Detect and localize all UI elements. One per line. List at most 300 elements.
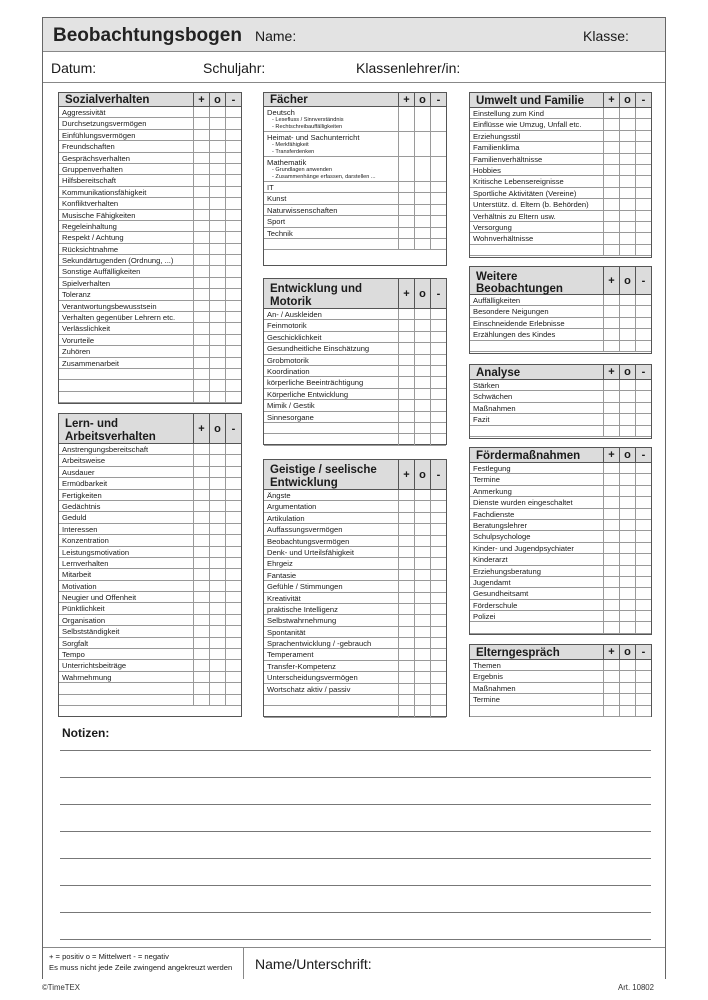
note-line[interactable]	[60, 831, 651, 832]
rating-checkbox[interactable]	[193, 444, 209, 454]
rating-checkbox[interactable]	[414, 434, 430, 444]
rating-checkbox[interactable]	[619, 318, 635, 328]
rating-checkbox[interactable]	[430, 343, 446, 353]
rating-checkbox[interactable]	[430, 695, 446, 705]
rating-checkbox[interactable]	[209, 312, 225, 322]
rating-checkbox[interactable]	[603, 341, 619, 351]
rating-checkbox[interactable]	[225, 289, 241, 299]
rating-checkbox[interactable]	[193, 683, 209, 693]
rating-checkbox[interactable]	[619, 165, 635, 175]
rating-checkbox[interactable]	[603, 245, 619, 255]
rating-checkbox[interactable]	[414, 389, 430, 399]
rating-checkbox[interactable]	[225, 244, 241, 254]
rating-checkbox[interactable]	[619, 671, 635, 681]
rating-checkbox[interactable]	[193, 490, 209, 500]
note-line[interactable]	[60, 939, 651, 940]
rating-checkbox[interactable]	[398, 706, 414, 716]
rating-checkbox[interactable]	[619, 391, 635, 401]
rating-checkbox[interactable]	[414, 309, 430, 319]
rating-checkbox[interactable]	[398, 434, 414, 444]
rating-checkbox[interactable]	[398, 558, 414, 568]
rating-checkbox[interactable]	[430, 400, 446, 410]
rating-checkbox[interactable]	[635, 318, 651, 328]
rating-checkbox[interactable]	[430, 536, 446, 546]
rating-checkbox[interactable]	[430, 320, 446, 330]
rating-checkbox[interactable]	[635, 566, 651, 576]
rating-checkbox[interactable]	[430, 377, 446, 387]
rating-checkbox[interactable]	[193, 289, 209, 299]
rating-checkbox[interactable]	[430, 581, 446, 591]
rating-checkbox[interactable]	[635, 683, 651, 693]
rating-checkbox[interactable]	[398, 355, 414, 365]
rating-checkbox[interactable]	[225, 512, 241, 522]
rating-checkbox[interactable]	[430, 132, 446, 156]
rating-checkbox[interactable]	[225, 695, 241, 705]
rating-checkbox[interactable]	[209, 444, 225, 454]
rating-checkbox[interactable]	[414, 604, 430, 614]
rating-checkbox[interactable]	[209, 490, 225, 500]
rating-checkbox[interactable]	[430, 490, 446, 500]
rating-checkbox[interactable]	[619, 611, 635, 621]
rating-checkbox[interactable]	[619, 108, 635, 118]
rating-checkbox[interactable]	[193, 478, 209, 488]
rating-checkbox[interactable]	[398, 627, 414, 637]
rating-checkbox[interactable]	[430, 309, 446, 319]
rating-checkbox[interactable]	[414, 366, 430, 376]
rating-checkbox[interactable]	[635, 119, 651, 129]
rating-checkbox[interactable]	[619, 188, 635, 198]
rating-checkbox[interactable]	[398, 581, 414, 591]
rating-checkbox[interactable]	[209, 323, 225, 333]
rating-checkbox[interactable]	[619, 706, 635, 716]
rating-checkbox[interactable]	[603, 463, 619, 473]
rating-checkbox[interactable]	[193, 535, 209, 545]
rating-checkbox[interactable]	[398, 332, 414, 342]
rating-checkbox[interactable]	[430, 649, 446, 659]
rating-checkbox[interactable]	[603, 154, 619, 164]
rating-checkbox[interactable]	[398, 343, 414, 353]
rating-checkbox[interactable]	[209, 141, 225, 151]
rating-checkbox[interactable]	[414, 513, 430, 523]
rating-checkbox[interactable]	[193, 695, 209, 705]
rating-checkbox[interactable]	[398, 638, 414, 648]
rating-checkbox[interactable]	[619, 486, 635, 496]
rating-checkbox[interactable]	[209, 210, 225, 220]
rating-checkbox[interactable]	[398, 524, 414, 534]
rating-checkbox[interactable]	[225, 232, 241, 242]
rating-checkbox[interactable]	[225, 323, 241, 333]
rating-checkbox[interactable]	[635, 380, 651, 390]
rating-checkbox[interactable]	[193, 130, 209, 140]
rating-checkbox[interactable]	[193, 547, 209, 557]
rating-checkbox[interactable]	[619, 233, 635, 243]
rating-checkbox[interactable]	[414, 593, 430, 603]
rating-checkbox[interactable]	[414, 332, 430, 342]
rating-checkbox[interactable]	[430, 434, 446, 444]
rating-checkbox[interactable]	[398, 570, 414, 580]
rating-checkbox[interactable]	[603, 176, 619, 186]
rating-checkbox[interactable]	[603, 295, 619, 305]
rating-checkbox[interactable]	[209, 524, 225, 534]
rating-checkbox[interactable]	[619, 176, 635, 186]
rating-checkbox[interactable]	[414, 684, 430, 694]
rating-checkbox[interactable]	[635, 588, 651, 598]
rating-checkbox[interactable]	[414, 558, 430, 568]
rating-checkbox[interactable]	[193, 323, 209, 333]
rating-checkbox[interactable]	[414, 182, 430, 192]
rating-checkbox[interactable]	[398, 157, 414, 181]
rating-checkbox[interactable]	[209, 672, 225, 682]
rating-checkbox[interactable]	[619, 543, 635, 553]
rating-checkbox[interactable]	[635, 463, 651, 473]
rating-checkbox[interactable]	[225, 581, 241, 591]
rating-checkbox[interactable]	[414, 627, 430, 637]
rating-checkbox[interactable]	[619, 119, 635, 129]
rating-checkbox[interactable]	[398, 182, 414, 192]
rating-checkbox[interactable]	[209, 346, 225, 356]
rating-checkbox[interactable]	[209, 615, 225, 625]
rating-checkbox[interactable]	[619, 566, 635, 576]
rating-checkbox[interactable]	[209, 153, 225, 163]
rating-checkbox[interactable]	[619, 341, 635, 351]
rating-checkbox[interactable]	[414, 706, 430, 716]
rating-checkbox[interactable]	[209, 547, 225, 557]
rating-checkbox[interactable]	[209, 558, 225, 568]
rating-checkbox[interactable]	[619, 577, 635, 587]
rating-checkbox[interactable]	[603, 706, 619, 716]
rating-checkbox[interactable]	[635, 403, 651, 413]
rating-checkbox[interactable]	[414, 536, 430, 546]
rating-checkbox[interactable]	[635, 543, 651, 553]
rating-checkbox[interactable]	[414, 695, 430, 705]
rating-checkbox[interactable]	[225, 278, 241, 288]
rating-checkbox[interactable]	[193, 301, 209, 311]
rating-checkbox[interactable]	[209, 232, 225, 242]
rating-checkbox[interactable]	[209, 535, 225, 545]
rating-checkbox[interactable]	[225, 358, 241, 368]
rating-checkbox[interactable]	[193, 380, 209, 390]
rating-checkbox[interactable]	[414, 355, 430, 365]
rating-checkbox[interactable]	[398, 536, 414, 546]
rating-checkbox[interactable]	[193, 232, 209, 242]
rating-checkbox[interactable]	[430, 216, 446, 226]
rating-checkbox[interactable]	[209, 130, 225, 140]
rating-checkbox[interactable]	[430, 627, 446, 637]
rating-checkbox[interactable]	[635, 660, 651, 670]
rating-checkbox[interactable]	[603, 391, 619, 401]
rating-checkbox[interactable]	[398, 672, 414, 682]
rating-checkbox[interactable]	[603, 622, 619, 632]
rating-checkbox[interactable]	[193, 358, 209, 368]
rating-checkbox[interactable]	[398, 547, 414, 557]
rating-checkbox[interactable]	[619, 694, 635, 704]
rating-checkbox[interactable]	[430, 107, 446, 131]
rating-checkbox[interactable]	[225, 490, 241, 500]
note-line[interactable]	[60, 912, 651, 913]
rating-checkbox[interactable]	[619, 403, 635, 413]
rating-checkbox[interactable]	[225, 478, 241, 488]
rating-checkbox[interactable]	[635, 611, 651, 621]
rating-checkbox[interactable]	[225, 535, 241, 545]
rating-checkbox[interactable]	[635, 706, 651, 716]
rating-checkbox[interactable]	[430, 228, 446, 238]
rating-checkbox[interactable]	[430, 684, 446, 694]
rating-checkbox[interactable]	[398, 604, 414, 614]
rating-checkbox[interactable]	[430, 604, 446, 614]
rating-checkbox[interactable]	[225, 467, 241, 477]
rating-checkbox[interactable]	[193, 244, 209, 254]
rating-checkbox[interactable]	[619, 199, 635, 209]
rating-checkbox[interactable]	[225, 266, 241, 276]
rating-checkbox[interactable]	[430, 366, 446, 376]
rating-checkbox[interactable]	[209, 581, 225, 591]
rating-checkbox[interactable]	[619, 329, 635, 339]
rating-checkbox[interactable]	[635, 165, 651, 175]
rating-checkbox[interactable]	[430, 706, 446, 716]
rating-checkbox[interactable]	[603, 318, 619, 328]
rating-checkbox[interactable]	[225, 301, 241, 311]
rating-checkbox[interactable]	[430, 513, 446, 523]
rating-checkbox[interactable]	[209, 198, 225, 208]
rating-checkbox[interactable]	[635, 622, 651, 632]
rating-checkbox[interactable]	[225, 198, 241, 208]
rating-checkbox[interactable]	[225, 558, 241, 568]
rating-checkbox[interactable]	[398, 695, 414, 705]
rating-checkbox[interactable]	[225, 221, 241, 231]
rating-checkbox[interactable]	[414, 343, 430, 353]
rating-checkbox[interactable]	[225, 346, 241, 356]
rating-checkbox[interactable]	[430, 389, 446, 399]
rating-checkbox[interactable]	[209, 638, 225, 648]
rating-checkbox[interactable]	[414, 423, 430, 433]
rating-checkbox[interactable]	[430, 593, 446, 603]
rating-checkbox[interactable]	[619, 520, 635, 530]
rating-checkbox[interactable]	[225, 592, 241, 602]
rating-checkbox[interactable]	[225, 312, 241, 322]
rating-checkbox[interactable]	[603, 306, 619, 316]
rating-checkbox[interactable]	[635, 497, 651, 507]
rating-checkbox[interactable]	[603, 497, 619, 507]
rating-checkbox[interactable]	[225, 210, 241, 220]
rating-checkbox[interactable]	[603, 222, 619, 232]
rating-checkbox[interactable]	[193, 581, 209, 591]
rating-checkbox[interactable]	[635, 520, 651, 530]
rating-checkbox[interactable]	[430, 501, 446, 511]
rating-checkbox[interactable]	[193, 141, 209, 151]
rating-checkbox[interactable]	[603, 520, 619, 530]
rating-checkbox[interactable]	[398, 366, 414, 376]
rating-checkbox[interactable]	[414, 615, 430, 625]
rating-checkbox[interactable]	[225, 638, 241, 648]
rating-checkbox[interactable]	[414, 228, 430, 238]
rating-checkbox[interactable]	[430, 423, 446, 433]
rating-checkbox[interactable]	[635, 188, 651, 198]
rating-checkbox[interactable]	[414, 490, 430, 500]
rating-checkbox[interactable]	[209, 164, 225, 174]
rating-checkbox[interactable]	[619, 154, 635, 164]
rating-checkbox[interactable]	[635, 295, 651, 305]
rating-checkbox[interactable]	[193, 392, 209, 402]
rating-checkbox[interactable]	[225, 187, 241, 197]
rating-checkbox[interactable]	[603, 329, 619, 339]
rating-checkbox[interactable]	[619, 380, 635, 390]
rating-checkbox[interactable]	[603, 474, 619, 484]
rating-checkbox[interactable]	[430, 638, 446, 648]
rating-checkbox[interactable]	[603, 531, 619, 541]
rating-checkbox[interactable]	[619, 295, 635, 305]
rating-checkbox[interactable]	[209, 512, 225, 522]
rating-checkbox[interactable]	[398, 412, 414, 422]
rating-checkbox[interactable]	[635, 211, 651, 221]
rating-checkbox[interactable]	[635, 154, 651, 164]
rating-checkbox[interactable]	[635, 329, 651, 339]
rating-checkbox[interactable]	[619, 142, 635, 152]
rating-checkbox[interactable]	[635, 306, 651, 316]
rating-checkbox[interactable]	[603, 683, 619, 693]
rating-checkbox[interactable]	[619, 131, 635, 141]
rating-checkbox[interactable]	[209, 660, 225, 670]
rating-checkbox[interactable]	[619, 509, 635, 519]
rating-checkbox[interactable]	[430, 332, 446, 342]
rating-checkbox[interactable]	[225, 501, 241, 511]
rating-checkbox[interactable]	[603, 611, 619, 621]
rating-checkbox[interactable]	[225, 380, 241, 390]
rating-checkbox[interactable]	[209, 380, 225, 390]
rating-checkbox[interactable]	[193, 455, 209, 465]
rating-checkbox[interactable]	[619, 600, 635, 610]
rating-checkbox[interactable]	[414, 320, 430, 330]
rating-checkbox[interactable]	[619, 554, 635, 564]
rating-checkbox[interactable]	[225, 455, 241, 465]
rating-checkbox[interactable]	[430, 205, 446, 215]
rating-checkbox[interactable]	[193, 198, 209, 208]
rating-checkbox[interactable]	[209, 335, 225, 345]
rating-checkbox[interactable]	[603, 554, 619, 564]
rating-checkbox[interactable]	[635, 391, 651, 401]
rating-checkbox[interactable]	[619, 588, 635, 598]
rating-checkbox[interactable]	[225, 444, 241, 454]
rating-checkbox[interactable]	[398, 132, 414, 156]
rating-checkbox[interactable]	[209, 278, 225, 288]
rating-checkbox[interactable]	[398, 377, 414, 387]
rating-checkbox[interactable]	[619, 426, 635, 436]
rating-checkbox[interactable]	[603, 426, 619, 436]
rating-checkbox[interactable]	[619, 222, 635, 232]
note-line[interactable]	[60, 804, 651, 805]
rating-checkbox[interactable]	[430, 182, 446, 192]
rating-checkbox[interactable]	[193, 501, 209, 511]
rating-checkbox[interactable]	[603, 414, 619, 424]
rating-checkbox[interactable]	[209, 501, 225, 511]
rating-checkbox[interactable]	[603, 233, 619, 243]
rating-checkbox[interactable]	[635, 108, 651, 118]
rating-checkbox[interactable]	[193, 175, 209, 185]
rating-checkbox[interactable]	[193, 660, 209, 670]
rating-checkbox[interactable]	[225, 683, 241, 693]
rating-checkbox[interactable]	[193, 592, 209, 602]
rating-checkbox[interactable]	[193, 346, 209, 356]
rating-checkbox[interactable]	[398, 593, 414, 603]
rating-checkbox[interactable]	[193, 524, 209, 534]
rating-checkbox[interactable]	[193, 638, 209, 648]
rating-checkbox[interactable]	[398, 423, 414, 433]
rating-checkbox[interactable]	[430, 239, 446, 249]
rating-checkbox[interactable]	[225, 569, 241, 579]
rating-checkbox[interactable]	[635, 554, 651, 564]
rating-checkbox[interactable]	[225, 141, 241, 151]
rating-checkbox[interactable]	[619, 414, 635, 424]
rating-checkbox[interactable]	[603, 600, 619, 610]
rating-checkbox[interactable]	[193, 266, 209, 276]
rating-checkbox[interactable]	[398, 513, 414, 523]
rating-checkbox[interactable]	[398, 490, 414, 500]
rating-checkbox[interactable]	[398, 400, 414, 410]
rating-checkbox[interactable]	[398, 661, 414, 671]
rating-checkbox[interactable]	[225, 369, 241, 379]
rating-checkbox[interactable]	[209, 107, 225, 117]
rating-checkbox[interactable]	[209, 455, 225, 465]
note-line[interactable]	[60, 750, 651, 751]
rating-checkbox[interactable]	[414, 377, 430, 387]
rating-checkbox[interactable]	[209, 603, 225, 613]
rating-checkbox[interactable]	[209, 289, 225, 299]
rating-checkbox[interactable]	[209, 175, 225, 185]
rating-checkbox[interactable]	[414, 672, 430, 682]
rating-checkbox[interactable]	[414, 239, 430, 249]
rating-checkbox[interactable]	[209, 683, 225, 693]
rating-checkbox[interactable]	[225, 164, 241, 174]
rating-checkbox[interactable]	[635, 531, 651, 541]
rating-checkbox[interactable]	[430, 661, 446, 671]
rating-checkbox[interactable]	[225, 649, 241, 659]
rating-checkbox[interactable]	[603, 543, 619, 553]
rating-checkbox[interactable]	[635, 486, 651, 496]
rating-checkbox[interactable]	[398, 205, 414, 215]
rating-checkbox[interactable]	[635, 426, 651, 436]
rating-checkbox[interactable]	[398, 389, 414, 399]
note-line[interactable]	[60, 777, 651, 778]
rating-checkbox[interactable]	[225, 615, 241, 625]
rating-checkbox[interactable]	[193, 221, 209, 231]
rating-checkbox[interactable]	[225, 175, 241, 185]
rating-checkbox[interactable]	[225, 603, 241, 613]
rating-checkbox[interactable]	[414, 193, 430, 203]
rating-checkbox[interactable]	[398, 615, 414, 625]
rating-checkbox[interactable]	[225, 660, 241, 670]
rating-checkbox[interactable]	[635, 414, 651, 424]
rating-checkbox[interactable]	[635, 474, 651, 484]
rating-checkbox[interactable]	[209, 118, 225, 128]
rating-checkbox[interactable]	[398, 320, 414, 330]
rating-checkbox[interactable]	[635, 341, 651, 351]
rating-checkbox[interactable]	[193, 164, 209, 174]
rating-checkbox[interactable]	[209, 358, 225, 368]
rating-checkbox[interactable]	[193, 118, 209, 128]
rating-checkbox[interactable]	[635, 509, 651, 519]
rating-checkbox[interactable]	[398, 216, 414, 226]
rating-checkbox[interactable]	[398, 501, 414, 511]
rating-checkbox[interactable]	[414, 205, 430, 215]
rating-checkbox[interactable]	[603, 211, 619, 221]
rating-checkbox[interactable]	[430, 193, 446, 203]
rating-checkbox[interactable]	[619, 474, 635, 484]
rating-checkbox[interactable]	[225, 118, 241, 128]
rating-checkbox[interactable]	[225, 107, 241, 117]
rating-checkbox[interactable]	[603, 380, 619, 390]
rating-checkbox[interactable]	[414, 412, 430, 422]
rating-checkbox[interactable]	[414, 581, 430, 591]
rating-checkbox[interactable]	[209, 569, 225, 579]
